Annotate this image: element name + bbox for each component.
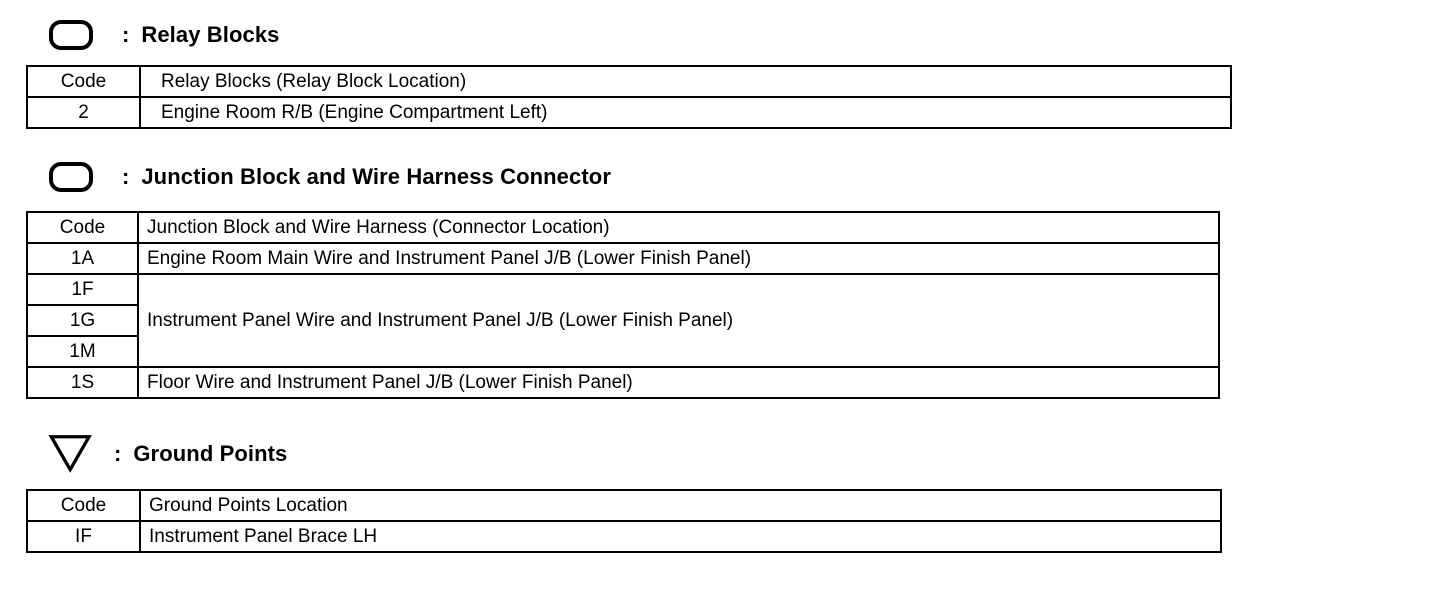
table-row <box>27 274 1219 305</box>
code-cell: 1G <box>27 305 138 336</box>
location-header: Relay Blocks (Relay Block Location) <box>140 66 1231 97</box>
code-cell: 1S <box>27 367 138 398</box>
code-header: Code <box>27 490 140 521</box>
location-header: Junction Block and Wire Harness (Connector Location) <box>138 212 1219 243</box>
table-row <box>27 367 1219 398</box>
code-cell: 2 <box>27 97 140 128</box>
code-cell: 1F <box>27 274 138 305</box>
section-title: Ground Points <box>133 441 288 466</box>
table-row <box>27 521 1221 552</box>
junction-blocks-table <box>26 211 1220 399</box>
code-cell: 1M <box>27 336 138 367</box>
relay-blocks-heading <box>48 15 280 55</box>
relay-block-symbol <box>48 17 94 53</box>
ground-points-table <box>26 489 1222 553</box>
table-header-row <box>27 212 1219 243</box>
location-cell: Floor Wire and Instrument Panel J/B (Lower Finish Panel) <box>138 367 1219 398</box>
heading-colon: : <box>114 441 122 466</box>
code-cell: IF <box>27 521 140 552</box>
heading-colon: : <box>122 22 130 47</box>
junction-blocks-heading <box>48 157 611 197</box>
table-header-row <box>27 66 1231 97</box>
relay-blocks-table <box>26 65 1232 129</box>
table-row <box>27 243 1219 274</box>
code-header: Code <box>27 212 138 243</box>
section-title: Relay Blocks <box>141 22 280 47</box>
location-cell: Engine Room Main Wire and Instrument Panel J/B (Lower Finish Panel) <box>138 243 1219 274</box>
code-header: Code <box>27 66 140 97</box>
location-cell: Engine Room R/B (Engine Compartment Left) <box>140 97 1231 128</box>
rounded-rectangle-icon <box>48 19 94 51</box>
heading-colon: : <box>122 164 130 189</box>
section-title: Junction Block and Wire Harness Connector <box>141 164 611 189</box>
rounded-rectangle-icon <box>48 161 94 193</box>
location-cell: Instrument Panel Wire and Instrument Panel J/B (Lower Finish Panel) <box>138 274 1219 367</box>
location-header: Ground Points Location <box>140 490 1221 521</box>
down-triangle-icon <box>48 429 94 479</box>
table-header-row <box>27 490 1221 521</box>
table-row <box>27 97 1231 128</box>
ground-points-heading <box>48 434 287 474</box>
ground-point-symbol <box>48 429 94 479</box>
code-cell: 1A <box>27 243 138 274</box>
location-cell: Instrument Panel Brace LH <box>140 521 1221 552</box>
junction-block-symbol <box>48 159 94 195</box>
